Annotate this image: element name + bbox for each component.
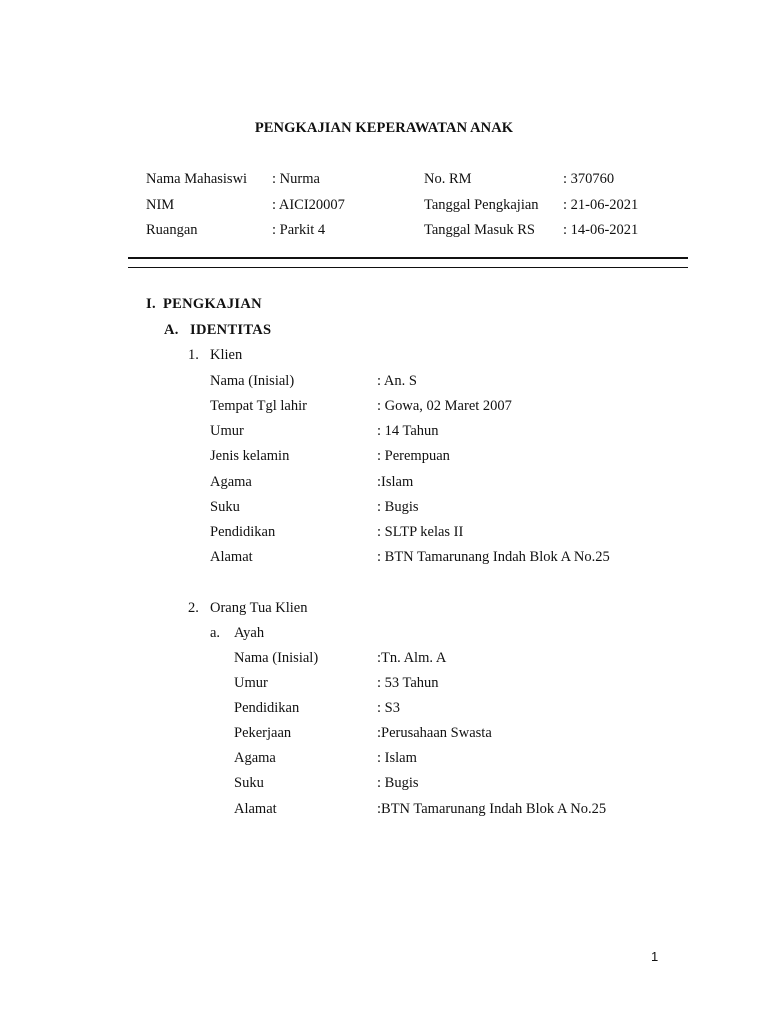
field-value: : SLTP kelas II (377, 524, 464, 540)
field-label: Umur (210, 423, 244, 439)
ruangan-value: : Parkit 4 (272, 222, 326, 238)
page-number: 1 (651, 949, 659, 964)
field-value: : Bugis (377, 499, 419, 515)
no-rm-value: : 370760 (563, 171, 615, 187)
header-divider-thin (128, 267, 688, 268)
field-value: :BTN Tamarunang Indah Blok A No.25 (377, 801, 607, 817)
nim-value: : AICI20007 (272, 197, 345, 213)
list-letter: a. (210, 625, 221, 641)
field-label: Agama (234, 750, 276, 766)
field-value: : Islam (377, 750, 417, 766)
orang-tua-heading: Orang Tua Klien (210, 600, 308, 616)
tanggal-masuk-value: : 14-06-2021 (563, 222, 639, 238)
nama-mahasiswi-label: Nama Mahasiswi (146, 171, 248, 187)
ruangan-label: Ruangan (146, 222, 198, 238)
field-value: : 14 Tahun (377, 423, 439, 439)
field-value: : An. S (377, 373, 417, 389)
field-label: Jenis kelamin (210, 448, 290, 464)
field-value: : Bugis (377, 775, 419, 791)
field-label: Suku (234, 775, 264, 791)
klien-heading: Klien (210, 347, 243, 363)
tanggal-pengkajian-label: Tanggal Pengkajian (424, 197, 539, 213)
field-label: Pendidikan (210, 524, 276, 540)
field-label: Suku (210, 499, 240, 515)
list-number: 1. (188, 347, 199, 363)
document-title: PENGKAJIAN KEPERAWATAN ANAK (254, 120, 514, 136)
field-value: : 53 Tahun (377, 675, 439, 691)
field-value: : S3 (377, 700, 400, 716)
ayah-heading: Ayah (234, 625, 265, 641)
field-label: Alamat (234, 801, 277, 817)
field-value: : Gowa, 02 Maret 2007 (377, 398, 512, 414)
field-label: Agama (210, 474, 252, 490)
nim-label: NIM (146, 197, 175, 213)
no-rm-label: No. RM (424, 171, 472, 187)
field-value: :Perusahaan Swasta (377, 725, 492, 741)
section-title-pengkajian: PENGKAJIAN (163, 296, 262, 312)
field-label: Pekerjaan (234, 725, 292, 741)
field-label: Tempat Tgl lahir (210, 398, 307, 414)
tanggal-pengkajian-value: : 21-06-2021 (563, 197, 639, 213)
field-label: Nama (Inisial) (234, 650, 319, 666)
field-label: Pendidikan (234, 700, 300, 716)
field-value: :Tn. Alm. A (377, 650, 447, 666)
subsection-letter: A. (164, 322, 179, 338)
field-label: Umur (234, 675, 268, 691)
field-value: : BTN Tamarunang Indah Blok A No.25 (377, 549, 610, 565)
tanggal-masuk-label: Tanggal Masuk RS (424, 222, 535, 238)
subsection-title-identitas: IDENTITAS (190, 322, 272, 338)
nama-mahasiswi-value: : Nurma (272, 171, 320, 187)
list-number: 2. (188, 600, 199, 616)
section-number: I. (146, 296, 156, 312)
field-label: Nama (Inisial) (210, 373, 295, 389)
header-divider-thick (128, 257, 688, 259)
field-value: : Perempuan (377, 448, 450, 464)
field-value: :Islam (377, 474, 414, 490)
field-label: Alamat (210, 549, 253, 565)
